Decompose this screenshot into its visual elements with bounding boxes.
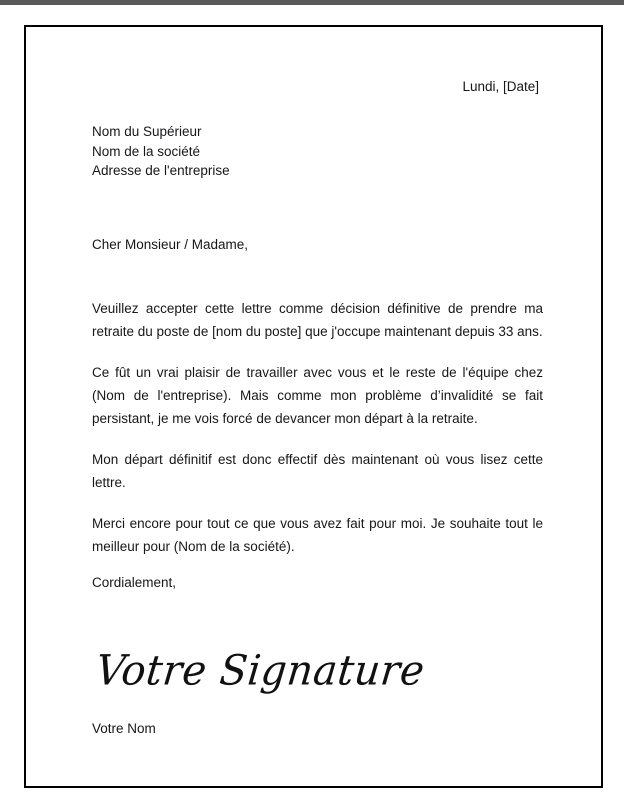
recipient-line-superior: Nom du Supérieur	[92, 124, 202, 139]
handwritten-signature: Votre Signature	[93, 647, 427, 695]
salutation: Cher Monsieur / Madame,	[92, 237, 249, 252]
body-paragraph-1: Veuillez accepter cette lettre comme décision définitive de prendre ma retraite du poste de [nom du poste] que j'occupe maintenant depuis 33 ans.	[92, 301, 543, 339]
letter-page	[24, 25, 603, 788]
top-gray-strip	[0, 0, 624, 5]
date-line: Lundi, [Date]	[462, 79, 539, 94]
letter-content	[26, 27, 601, 786]
body-paragraph-2: Ce fût un vrai plaisir de travailler avec vous et le reste de l'équipe chez (Nom de l'entreprise). Mais comme mon problème d’invalidité se fait persistant, je me vois forcé de devancer mon départ à la retraite.	[92, 365, 543, 426]
body-paragraph-4: Merci encore pour tout ce que vous avez fait pour moi. Je souhaite tout le meilleur pour (Nom de la société).	[92, 516, 543, 554]
body-paragraph-3: Mon départ définitif est donc effectif dès maintenant où vous lisez cette lettre.	[92, 452, 543, 490]
recipient-line-address: Adresse de l'entreprise	[92, 163, 230, 178]
closing-salutation: Cordialement,	[92, 575, 177, 590]
signer-name: Votre Nom	[92, 721, 156, 736]
recipient-line-company: Nom de la société	[92, 143, 201, 159]
letter-body	[92, 297, 543, 558]
recipient-address-block	[92, 122, 230, 181]
